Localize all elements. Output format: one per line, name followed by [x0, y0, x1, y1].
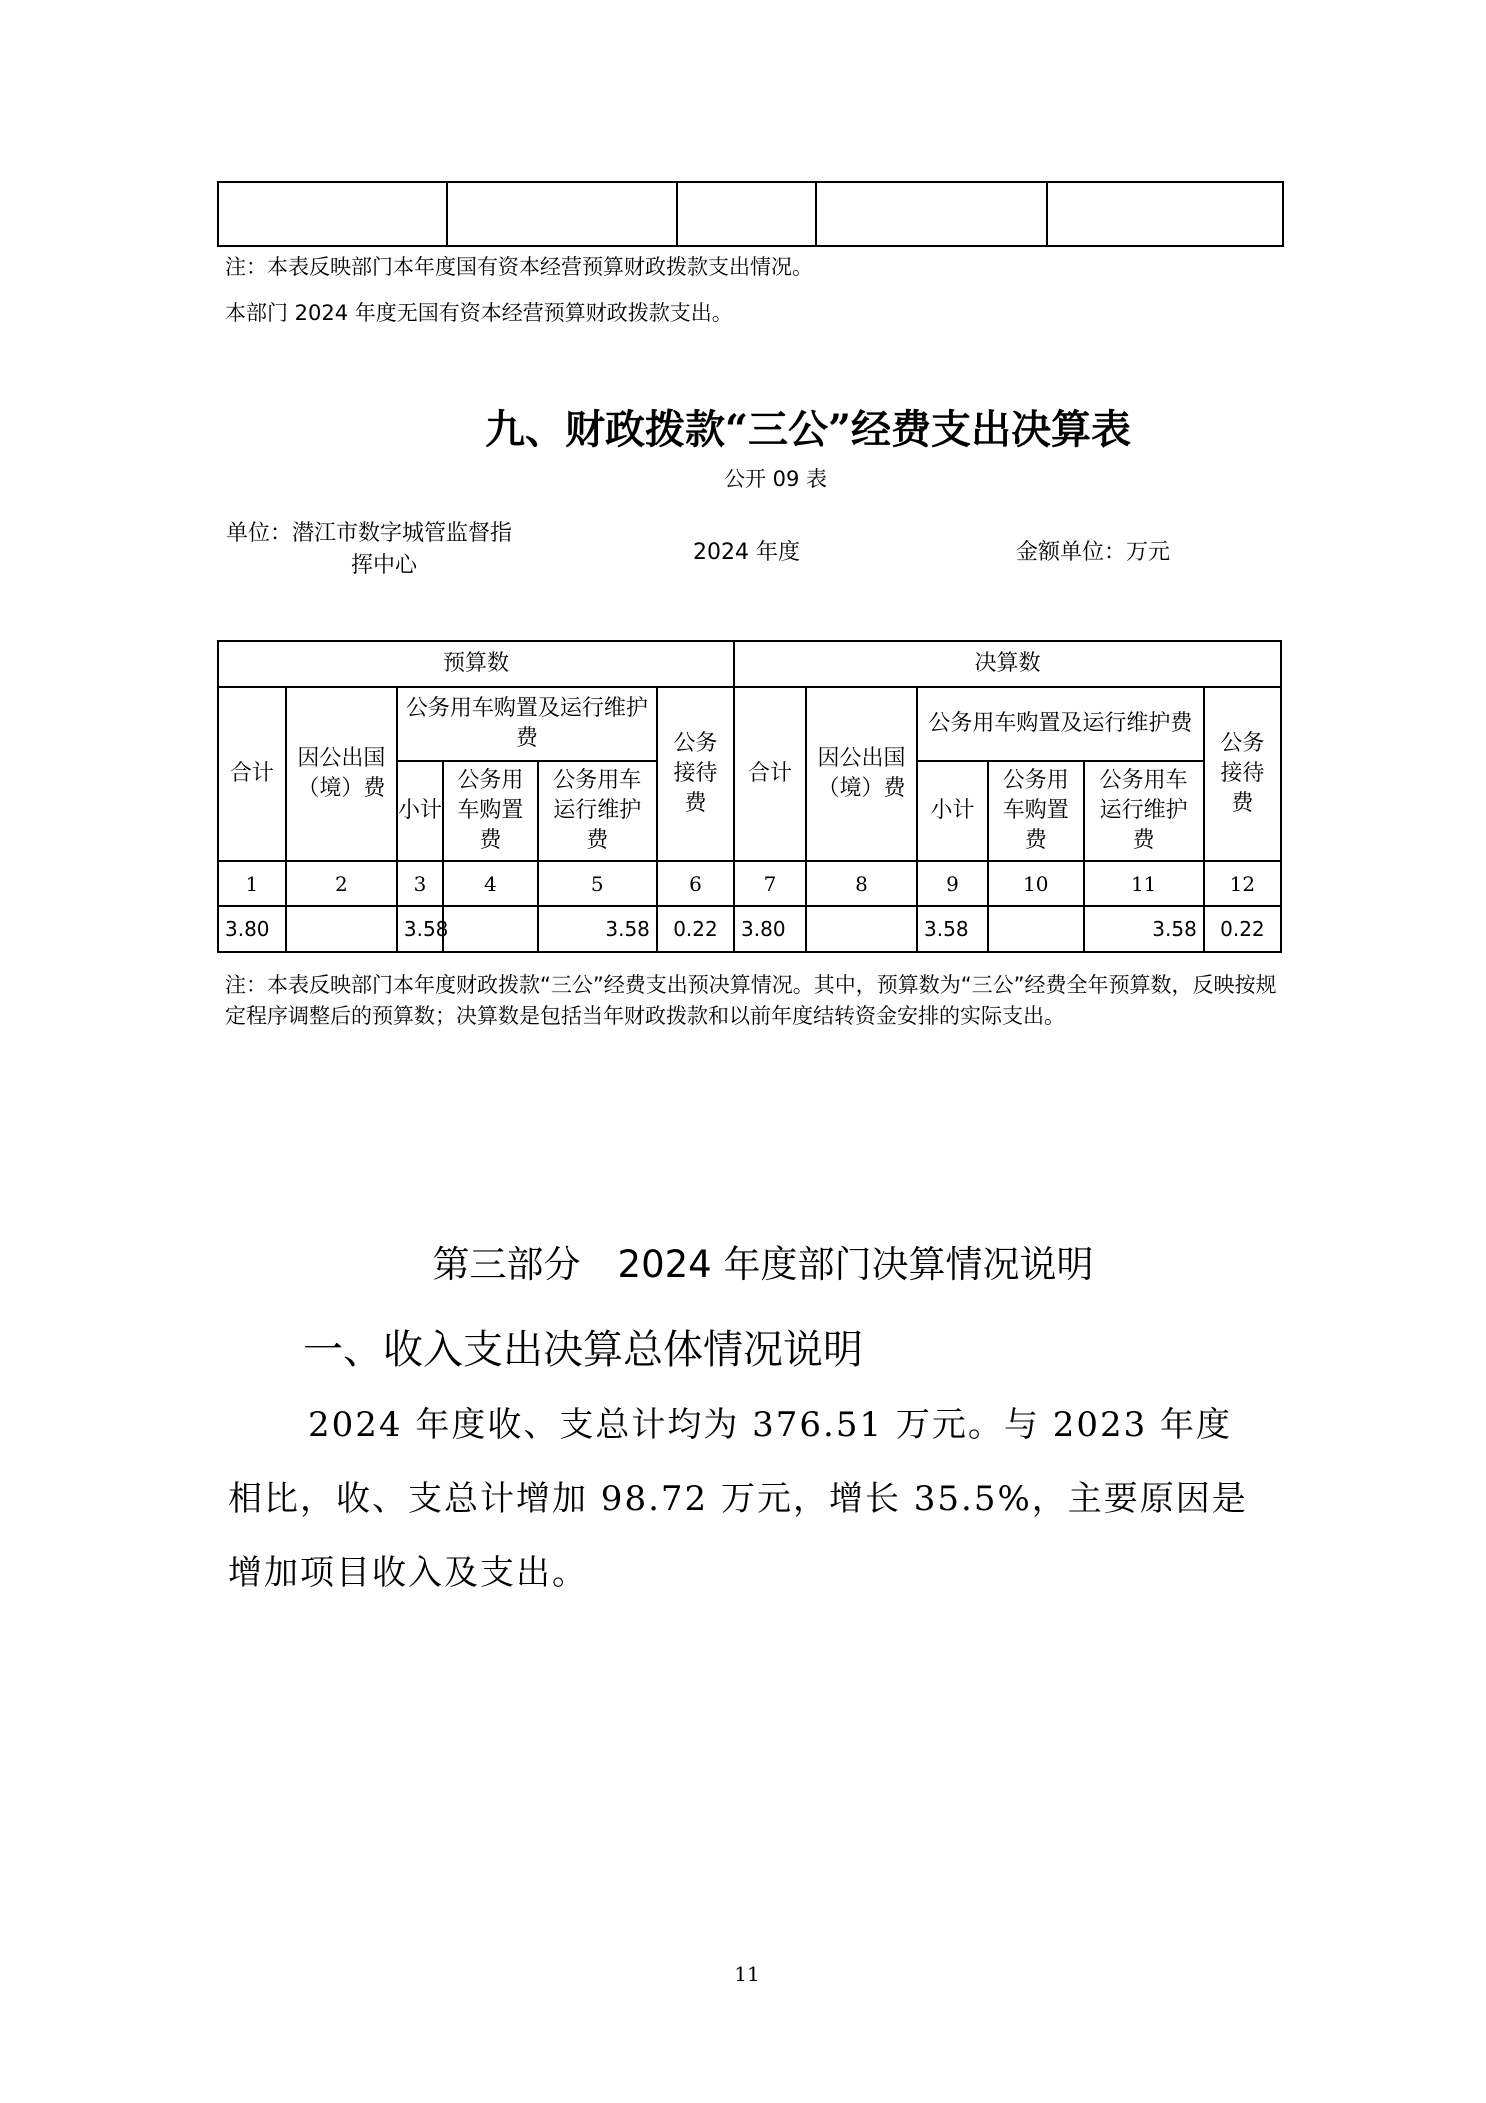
- value-cell: 0.22: [1204, 906, 1281, 952]
- value-cell: [443, 906, 538, 952]
- subsection-title: 一、收入支出决算总体情况说明: [303, 1327, 863, 1373]
- value-cell: 0.22: [657, 906, 734, 952]
- value-cell: [806, 906, 917, 952]
- header-vehicle: 公务用车购置及运行维护费: [397, 687, 657, 761]
- part-title: 第三部分 2024 年度部门决算情况说明: [432, 1243, 1094, 1286]
- header-purchase: 公务用车购置费: [988, 761, 1084, 861]
- header-subtotal: 小计: [917, 761, 988, 861]
- table-cell: [677, 182, 816, 246]
- group-header-budget: 预算数: [218, 641, 734, 687]
- table-row: [218, 182, 1283, 246]
- value-cell: 3.58: [1084, 906, 1204, 952]
- group-header-final: 决算数: [734, 641, 1281, 687]
- table-header-row: [218, 687, 1281, 761]
- column-number: 11: [1084, 861, 1204, 906]
- value-cell: 3.58: [397, 906, 443, 952]
- header-total: 合计: [734, 687, 806, 861]
- header-reception: 公务接待费: [1204, 687, 1281, 861]
- top-table: [217, 181, 1284, 247]
- column-number: 1: [218, 861, 286, 906]
- header-vehicle: 公务用车购置及运行维护费: [917, 687, 1204, 761]
- column-number: 6: [657, 861, 734, 906]
- value-cell: [286, 906, 397, 952]
- table-cell: [816, 182, 1047, 246]
- column-number: 10: [988, 861, 1084, 906]
- header-abroad: 因公出国（境）费: [286, 687, 397, 861]
- header-abroad: 因公出国（境）费: [806, 687, 917, 861]
- header-purchase: 公务用车购置费: [443, 761, 538, 861]
- section-title: 九、财政拨款“三公”经费支出决算表: [484, 406, 1131, 453]
- unit-label: [226, 518, 566, 582]
- header-operation: 公务用车运行维护费: [538, 761, 657, 861]
- column-number: 9: [917, 861, 988, 906]
- header-operation: 公务用车运行维护费: [1084, 761, 1204, 861]
- year-label: 2024 年度: [693, 540, 800, 565]
- header-subtotal: 小计: [397, 761, 443, 861]
- three-public-expenses-table: [217, 640, 1282, 953]
- page-number: 11: [734, 1962, 760, 1986]
- body-paragraph: 2024 年度收、支总计均为 376.51 万元。与 2023 年度相比，收、支总计增加 98.72 万元，增长 35.5%，主要原因是增加项目收入及支出。: [228, 1405, 1248, 1593]
- column-number: 5: [538, 861, 657, 906]
- value-cell: 3.58: [917, 906, 988, 952]
- header-total: 合计: [218, 687, 286, 861]
- table-note: 注：本表反映部门本年度财政拨款“三公”经费支出预决算情况。其中，预算数为“三公”经费全年预算数，反映按规定程序调整后的预算数；决算数是包括当年财政拨款和以前年度结转资金安排的实际支出。: [225, 973, 1277, 1028]
- unit-label-line1: 单位：潜江市数字城管监督指: [226, 521, 513, 546]
- header-reception: 公务接待费: [657, 687, 734, 861]
- column-number-row: [218, 861, 1281, 906]
- form-id: 公开 09 表: [723, 467, 828, 491]
- value-cell: 3.80: [218, 906, 286, 952]
- table-cell: [447, 182, 677, 246]
- amount-unit-label: 金额单位：万元: [1016, 540, 1171, 565]
- column-number: 12: [1204, 861, 1281, 906]
- table-row: [218, 906, 1281, 952]
- value-cell: 3.80: [734, 906, 806, 952]
- value-cell: [988, 906, 1084, 952]
- value-cell: 3.58: [538, 906, 657, 952]
- top-note-line2: 本部门 2024 年度无国有资本经营预算财政拨款支出。: [225, 301, 733, 325]
- table-cell: [1047, 182, 1283, 246]
- column-number: 4: [443, 861, 538, 906]
- table-header-row: [218, 641, 1281, 687]
- column-number: 2: [286, 861, 397, 906]
- unit-label-line2: 挥中心: [351, 553, 418, 578]
- column-number: 8: [806, 861, 917, 906]
- column-number: 3: [397, 861, 443, 906]
- column-number: 7: [734, 861, 806, 906]
- table-cell: [218, 182, 447, 246]
- top-note-line1: 注：本表反映部门本年度国有资本经营预算财政拨款支出情况。: [225, 255, 813, 279]
